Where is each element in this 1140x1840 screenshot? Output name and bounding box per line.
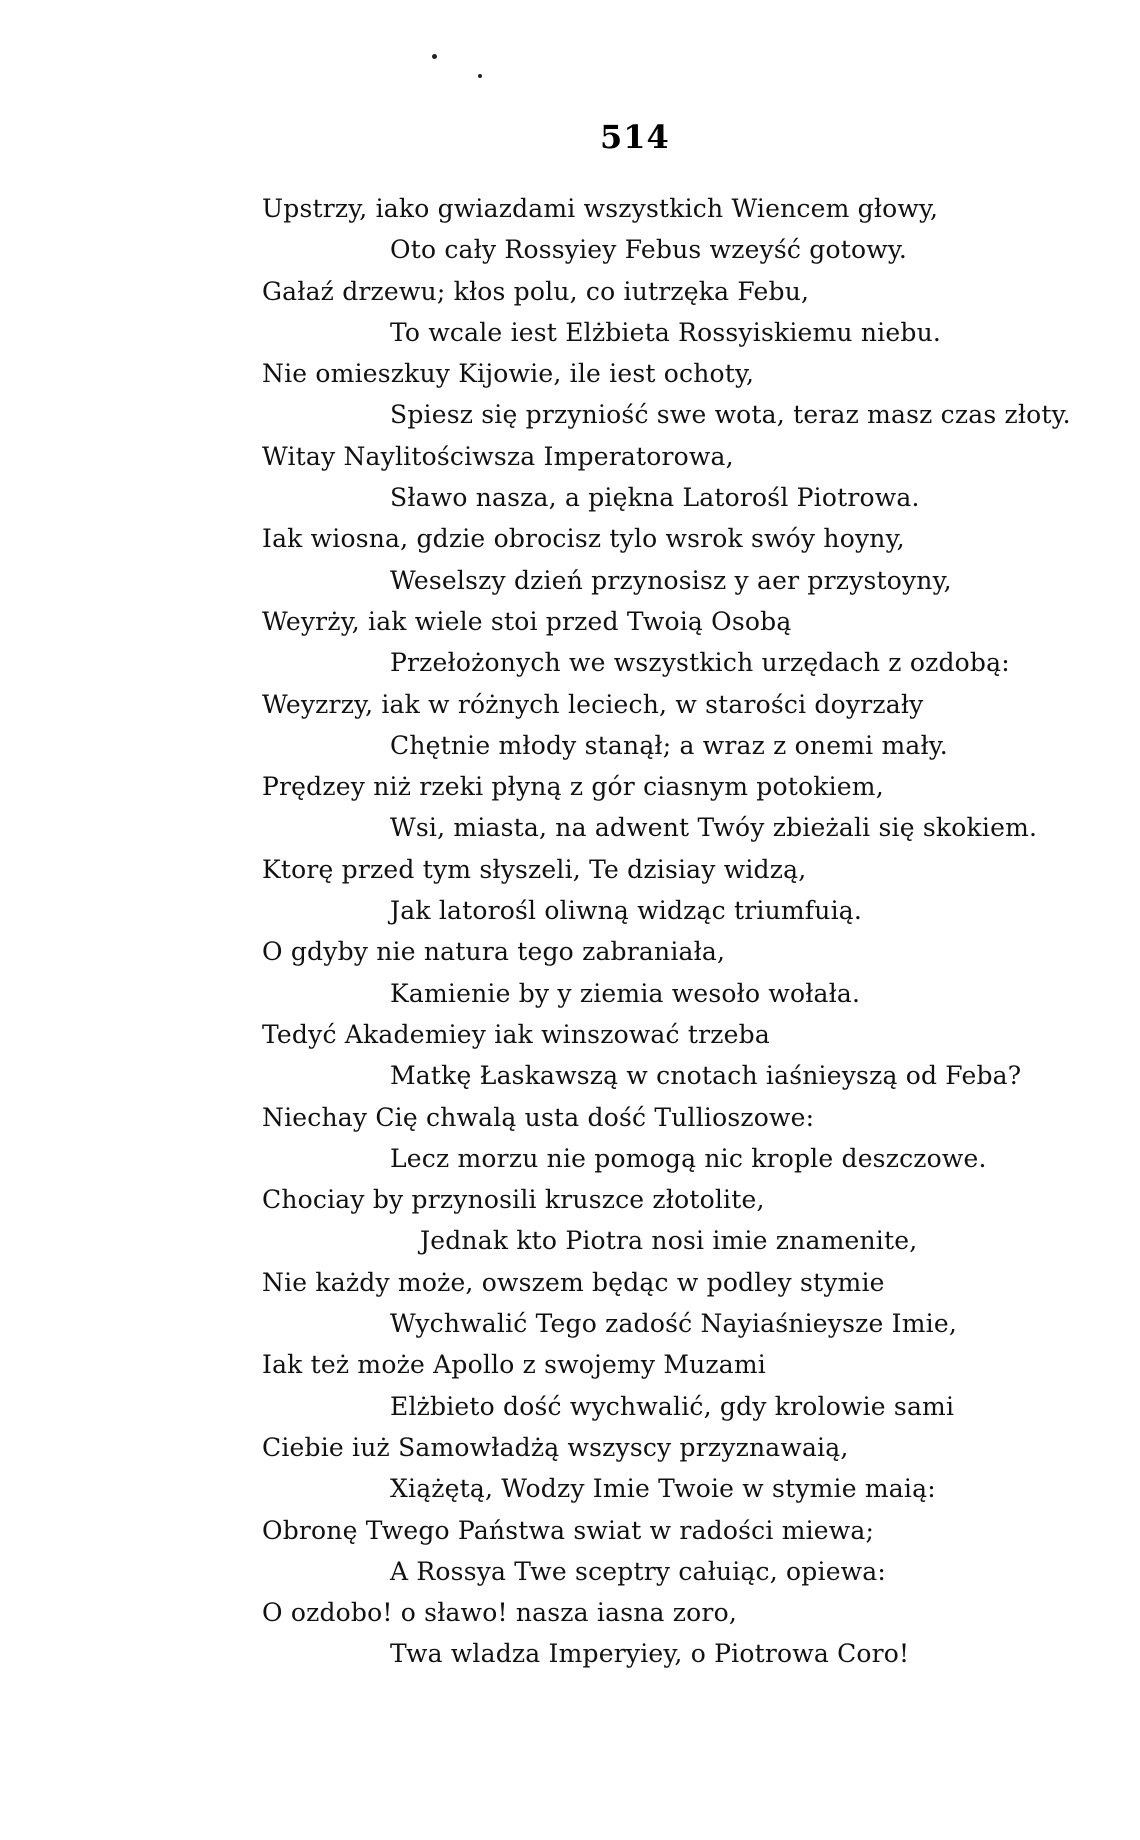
poem-line: Prędzey niż rzeki płyną z gór ciasnym potokiem, — [262, 772, 884, 802]
poem-line: Wsi, miasta, na adwent Twóy zbieżali się skokiem. — [390, 813, 1038, 843]
speck-mark — [478, 74, 482, 78]
poem-line: Jak latorośl oliwną widząc triumfuią. — [390, 896, 863, 926]
poem-line: Oto cały Rossyiey Febus wzeyść gotowy. — [390, 235, 907, 265]
poem-line: Gałaź drzewu; kłos polu, co iutrzęka Febu, — [262, 276, 810, 306]
poem-line: Przełożonych we wszystkich urzędach z ozdobą: — [390, 648, 1010, 678]
poem-line: Upstrzy, iako gwiazdami wszystkich Wiencem głowy, — [262, 194, 939, 223]
poem-line: Nie omieszkuy Kijowie, ile iest ochoty, — [262, 359, 755, 389]
poem-line: O gdyby nie natura tego zabraniała, — [262, 937, 726, 967]
poem-line: Nie każdy może, owszem będąc w podley stymie — [262, 1267, 885, 1297]
poem-line: Witay Naylitościwsza Imperatorowa, — [262, 441, 734, 471]
poem-line: O ozdobo! o sławo! nasza iasna zoro, — [262, 1598, 737, 1628]
poem-line: Weyrży, iak wiele stoi przed Twoią Osobą — [262, 606, 792, 636]
poem-line: Xiążętą, Wodzy Imie Twoie w stymie maią: — [390, 1474, 936, 1504]
poem-line: A Rossya Twe sceptry całuiąc, opiewa: — [390, 1556, 887, 1586]
poem-line: Tedyć Akademiey iak winszować trzeba — [262, 1019, 770, 1049]
poem-line: Ktorę przed tym słyszeli, Te dzisiay widzą, — [262, 854, 807, 884]
poem-line: Weselszy dzień przynosisz y aer przystoyny, — [390, 565, 952, 595]
poem-line: To wcale iest Elżbieta Rossyiskiemu niebu. — [390, 317, 942, 347]
poem-line: Twa wladza Imperyiey, o Piotrowa Coro! — [390, 1639, 910, 1669]
poem-line: Chociay by przynosili kruszce złotolite, — [262, 1185, 765, 1215]
poem-line: Matkę Łaskawszą w cnotach iaśnieyszą od Feba? — [390, 1061, 1022, 1091]
poem-line: Wychwalić Tego zadość Nayiaśnieysze Imie, — [390, 1309, 957, 1339]
poem-line: Niechay Cię chwalą usta dość Tullioszowe: — [262, 1102, 815, 1132]
poem-line: Jednak kto Piotra nosi imie znamenite, — [420, 1226, 918, 1256]
poem-line: Lecz morzu nie pomogą nic krople deszczowe. — [390, 1143, 987, 1173]
poem-line: Weyzrzy, iak w różnych leciech, w starości doyrzały — [262, 689, 924, 719]
poem-line: Chętnie młody stanął; a wraz z onemi mały. — [390, 730, 948, 760]
poem-line: Kamienie by y ziemia wesoło wołała. — [390, 978, 861, 1008]
speck-mark — [432, 54, 437, 59]
poem-line: Iak też może Apollo z swojemy Muzami — [262, 1350, 767, 1380]
poem-line: Ciebie iuż Samowładżą wszyscy przyznawaią, — [262, 1432, 849, 1462]
poem-text — [262, 188, 1102, 1675]
poem-line: Obronę Twego Państwa swiat w radości miewa; — [262, 1515, 875, 1545]
page-number: 514 — [600, 118, 670, 156]
poem-line: Sławo nasza, a piękna Latorośl Piotrowa. — [390, 483, 920, 513]
poem-line: Elżbieto dość wychwalić, gdy krolowie sami — [390, 1391, 955, 1421]
poem-line: Spiesz się przyniość swe wota, teraz masz czas złoty. — [390, 400, 1071, 430]
poem-line: Iak wiosna, gdzie obrocisz tylo wsrok swóy hoyny, — [262, 524, 905, 554]
